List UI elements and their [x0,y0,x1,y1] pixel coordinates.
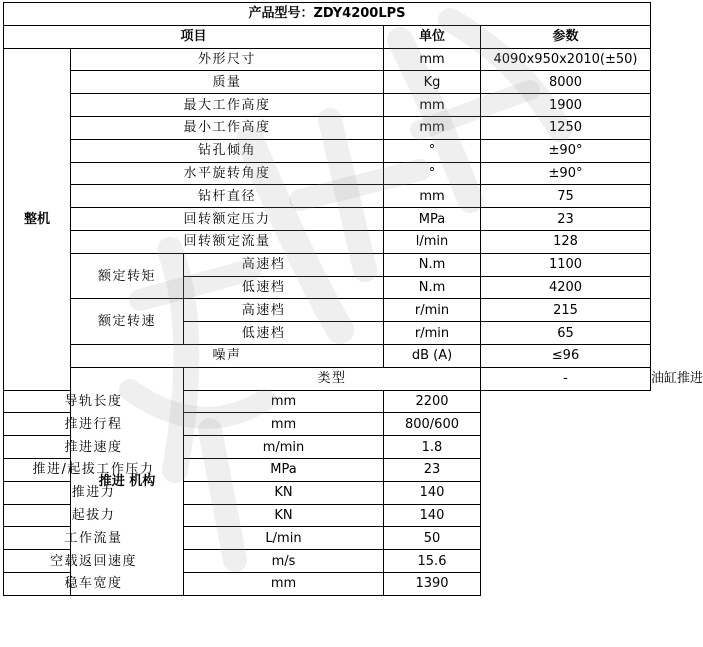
table-row [4,185,651,208]
unit-cell: mm [384,48,481,71]
value-cell: 215 [481,299,651,322]
value-cell: 8000 [481,71,651,94]
unit-cell: ° [384,162,481,185]
header-unit: 单位 [384,25,481,48]
item-cell: 质量 [71,71,384,94]
unit-cell: N.m [384,276,481,299]
value-cell: 23 [384,458,481,481]
value-cell: 128 [481,230,651,253]
table-row: 推进 机构 类型 - 油缸推进 [4,367,651,390]
unit-cell: KN [184,481,384,504]
value-cell: 15.6 [384,550,481,573]
item-cell: 工作流量 [4,527,184,550]
value-cell: 65 [481,322,651,345]
item-cell: 推进力 [4,481,184,504]
item-cell: 导轨长度 [4,390,184,413]
item-cell: 外形尺寸 [71,48,384,71]
unit-cell: KN [184,504,384,527]
item-cell: 空载返回速度 [4,550,184,573]
item-cell: 钻孔倾角 [71,139,384,162]
unit-cell: L/min [184,527,384,550]
table-row [4,208,651,231]
header-row [4,25,651,48]
table-row [4,139,651,162]
item-cell: 噪声 [71,344,384,367]
table-row [4,390,651,413]
table-row [4,413,651,436]
item-cell: 最大工作高度 [71,94,384,117]
header-param: 参数 [481,25,651,48]
unit-cell: ° [384,139,481,162]
value-cell: 2200 [384,390,481,413]
unit-cell: mm [384,116,481,139]
item-cell: 钻杆直径 [71,185,384,208]
table-row [4,230,651,253]
value-cell: ±90° [481,139,651,162]
item-cell: 水平旋转角度 [71,162,384,185]
table-row [4,436,651,459]
spec-table [3,2,703,596]
unit-cell: MPa [384,208,481,231]
table-row [4,116,651,139]
table-row [4,299,651,322]
table-row [4,344,651,367]
value-cell: 800/600 [384,413,481,436]
unit-cell: N.m [384,253,481,276]
unit-cell: l/min [384,230,481,253]
unit-cell: r/min [384,299,481,322]
group-label-feed: 推进 机构 [71,367,184,595]
unit-cell: mm [184,413,384,436]
table-row [4,253,651,276]
item-cell: 稳车宽度 [4,572,184,595]
value-cell: 140 [384,481,481,504]
unit-cell: mm [384,94,481,117]
value-cell: 4090x950x2010(±50) [481,48,651,71]
value-cell: 1900 [481,94,651,117]
unit-cell: mm [184,390,384,413]
table-title: 产品型号：ZDY4200LPS [4,3,651,26]
item-cell: 回转额定流量 [71,230,384,253]
value-cell: 140 [384,504,481,527]
table-row [4,572,651,595]
subgroup-label-speed: 额定转速 [71,299,184,345]
unit-cell: - [481,367,651,390]
table-row [4,94,651,117]
item-cell: 推进速度 [4,436,184,459]
value-cell: 4200 [481,276,651,299]
unit-cell: r/min [384,322,481,345]
value-cell: 1250 [481,116,651,139]
table-row [4,550,651,573]
value-cell: 1100 [481,253,651,276]
item-cell: 高速档 [184,299,384,322]
title-row [4,3,651,26]
table-row [4,527,651,550]
item-cell: 低速档 [184,322,384,345]
item-cell: 高速档 [184,253,384,276]
item-cell: 推进行程 [4,413,184,436]
table-row [4,481,651,504]
value-cell: 1.8 [384,436,481,459]
value-cell: ≤96 [481,344,651,367]
item-cell: 起拔力 [4,504,184,527]
item-cell: 低速档 [184,276,384,299]
unit-cell: m/min [184,436,384,459]
group-label-machine: 整机 [4,48,71,390]
unit-cell: MPa [184,458,384,481]
value-cell: ±90° [481,162,651,185]
value-cell: 1390 [384,572,481,595]
header-item: 项目 [4,25,384,48]
item-cell: 类型 [184,367,481,390]
unit-cell: mm [384,185,481,208]
unit-cell: mm [184,572,384,595]
unit-cell: dB (A) [384,344,481,367]
unit-cell: Kg [384,71,481,94]
value-cell: 23 [481,208,651,231]
item-cell: 推进/起拔工作压力 [4,458,184,481]
value-cell: 75 [481,185,651,208]
table-row [4,71,651,94]
table-row [4,504,651,527]
unit-cell: m/s [184,550,384,573]
item-cell: 最小工作高度 [71,116,384,139]
item-cell: 回转额定压力 [71,208,384,231]
table-row [4,162,651,185]
subgroup-label-torque: 额定转矩 [71,253,184,299]
table-row [4,48,651,71]
value-cell: 50 [384,527,481,550]
